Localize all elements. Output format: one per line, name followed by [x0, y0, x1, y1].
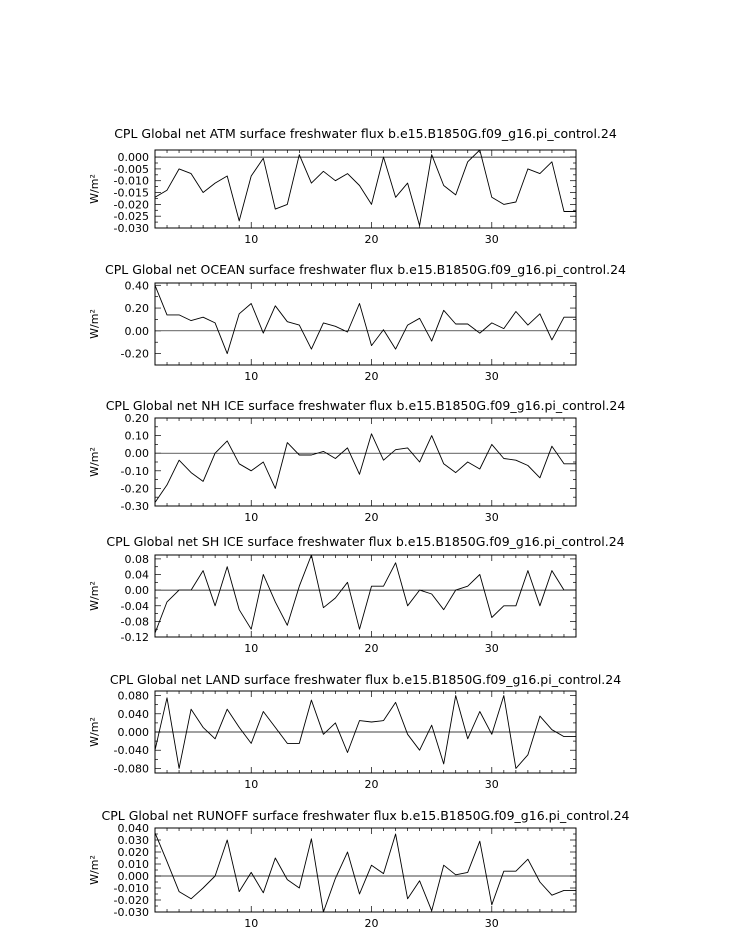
x-tick-label: 30 [484, 778, 499, 791]
y-tick-label: -0.04 [120, 599, 149, 613]
y-tick-label: 0.000 [117, 870, 149, 883]
y-tick-label: 0.40 [124, 279, 149, 293]
x-tick-label: 10 [244, 917, 259, 930]
x-tick-label: 30 [484, 917, 499, 930]
y-tick-label: -0.20 [120, 347, 149, 361]
y-tick-label: -0.015 [113, 186, 149, 200]
y-tick-label: 0.00 [124, 584, 149, 598]
y-tick-label: -0.08 [120, 615, 149, 629]
y-axis-label: W/m² [88, 309, 101, 339]
y-tick-label: -0.30 [120, 500, 149, 513]
y-tick-label: -0.010 [113, 174, 149, 188]
chart-panel-5 [88, 672, 621, 791]
chart-title: CPL Global net SH ICE surface freshwater flux b.e15.B1850G.f09_g16.pi_control.24 [106, 534, 625, 549]
x-tick-label: 20 [364, 370, 379, 383]
x-tick-label: 30 [484, 233, 499, 246]
chart-title: CPL Global net OCEAN surface freshwater flux b.e15.B1850G.f09_g16.pi_control.24 [105, 262, 626, 277]
chart-title: CPL Global net NH ICE surface freshwater flux b.e15.B1850G.f09_g16.pi_control.24 [105, 398, 626, 413]
chart-panel-1 [88, 126, 617, 246]
y-tick-label: 0.000 [117, 151, 149, 165]
plot-frame [155, 418, 576, 506]
x-tick-label: 10 [244, 370, 259, 383]
chart-panel-2 [88, 262, 626, 383]
chart-panel-6 [88, 808, 630, 930]
y-tick-label: -0.20 [120, 482, 149, 496]
chart-panel-4 [88, 534, 625, 655]
x-tick-label: 20 [364, 778, 379, 791]
y-tick-label: -0.010 [113, 882, 149, 895]
y-axis-label: W/m² [88, 174, 101, 204]
chart-title: CPL Global net ATM surface freshwater flux b.e15.B1850G.f09_g16.pi_control.24 [114, 126, 617, 141]
y-tick-label: 0.00 [124, 324, 149, 338]
plot-frame [155, 828, 576, 912]
x-tick-label: 30 [484, 511, 499, 524]
y-tick-label: 0.00 [124, 447, 149, 461]
y-tick-label: 0.040 [117, 707, 149, 721]
y-axis-label: W/m² [88, 855, 101, 885]
x-tick-label: 10 [244, 511, 259, 524]
y-tick-label: 0.010 [117, 858, 149, 871]
x-tick-label: 10 [244, 778, 259, 791]
x-tick-label: 10 [244, 642, 259, 655]
y-tick-label: -0.030 [113, 906, 149, 919]
x-tick-label: 20 [364, 511, 379, 524]
series-line [155, 434, 576, 503]
x-tick-label: 20 [364, 642, 379, 655]
y-tick-label: 0.000 [117, 726, 149, 739]
chart-panel-3 [88, 398, 625, 524]
y-tick-label: 0.04 [124, 568, 149, 582]
y-tick-label: -0.025 [113, 210, 149, 224]
y-axis-label: W/m² [88, 581, 101, 611]
y-tick-label: 0.080 [117, 689, 149, 703]
y-tick-label: 0.040 [117, 822, 149, 835]
y-tick-label: 0.20 [124, 302, 149, 316]
y-tick-label: 0.020 [117, 846, 149, 859]
y-tick-label: -0.030 [113, 222, 149, 235]
series-line [155, 150, 576, 226]
series-line [155, 555, 576, 633]
chart-title: CPL Global net LAND surface freshwater flux b.e15.B1850G.f09_g16.pi_control.24 [109, 672, 622, 687]
y-tick-label: -0.080 [113, 762, 149, 776]
y-axis-label: W/m² [88, 447, 101, 477]
y-tick-label: -0.005 [113, 162, 149, 176]
x-tick-label: 20 [364, 917, 379, 930]
y-tick-label: -0.040 [113, 744, 149, 758]
chart-title: CPL Global net RUNOFF surface freshwater flux b.e15.B1850G.f09_g16.pi_control.24 [101, 808, 630, 823]
x-tick-label: 30 [484, 642, 499, 655]
y-tick-label: 0.10 [124, 429, 149, 443]
series-line [155, 285, 576, 353]
y-tick-label: 0.08 [124, 552, 149, 566]
y-tick-label: 0.20 [124, 412, 149, 425]
x-tick-label: 10 [244, 233, 259, 246]
x-tick-label: 20 [364, 233, 379, 246]
series-line [155, 833, 576, 912]
x-tick-label: 30 [484, 370, 499, 383]
plot-frame [155, 150, 576, 228]
y-axis-label: W/m² [88, 717, 101, 747]
y-tick-label: -0.020 [113, 198, 149, 212]
y-tick-label: -0.10 [120, 464, 149, 478]
y-tick-label: 0.030 [117, 834, 149, 847]
y-tick-label: -0.12 [120, 631, 149, 644]
y-tick-label: -0.020 [113, 894, 149, 907]
